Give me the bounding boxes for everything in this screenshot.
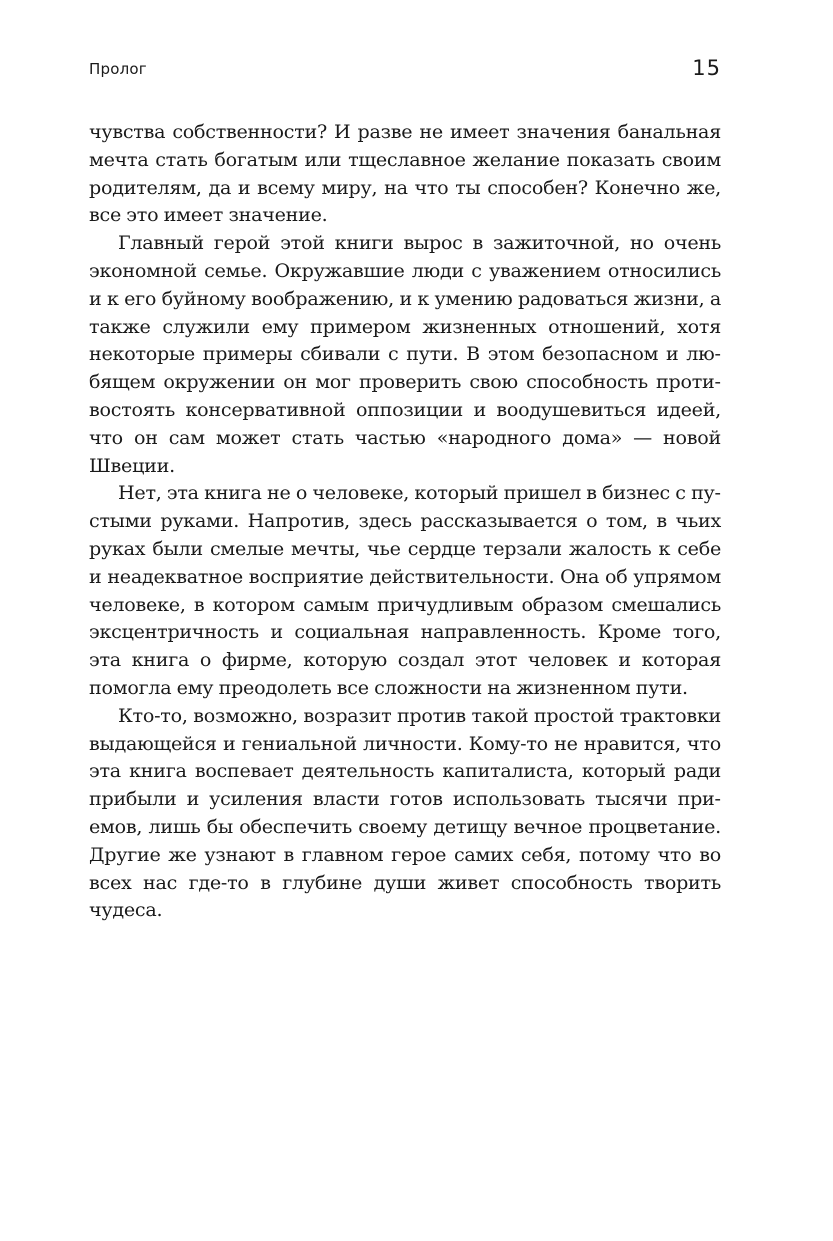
running-title: Пролог — [89, 60, 147, 78]
paragraph-continuation: чувства собственности? И разве не имеет значения банальная мечта стать богатым или тщеславное желание показать своим родителям, да и всему миру, на что ты способен? Конечно же, все это имеет значение. — [89, 120, 721, 227]
paragraph: Главный герой этой книги вырос в зажиточной, но очень экономной семье. Окружавшие люди с уважением относились и к его буйному воображению, и к умению радоваться жизни, а также служили ему примером жизненных отношений, хотя некоторые примеры сбивали с пути. В этом безопасном и любящем окружении он мог проверить свою способность противостоять консервативной оппозиции и воодушевиться идеей, что он сам может стать частью «народного дома» — новой Швеции. — [89, 231, 721, 477]
paragraph: Кто-то, возможно, возразит против такой простой трактовки выдающейся и гениальной личности. Кому-то не нравится, что эта книга воспевает деятельность капиталиста, который ради прибыли и усиления власти готов использовать тысячи приемов, лишь бы обеспечить своему детищу вечное процветание. Другие же узнают в главном герое самих себя, потому что во всех нас где-то в глубине души живет способность творить чудеса. — [89, 703, 721, 922]
page-number: 15 — [692, 56, 721, 80]
body-text — [89, 118, 721, 924]
paragraph: Нет, эта книга не о человеке, который пришел в бизнес с пустыми руками. Напротив, здесь рассказывается о том, в чьих руках были смелые мечты, чье сердце терзали жалость к себе и неадекватное восприятие действительности. Она об упрямом человеке, в котором самым причудливым образом смешались эксцентричность и социальная направленность. Кроме того, эта книга о фирме, которую создал этот человек и которая помогла ему преодолеть все сложности на жизненном пути. — [89, 481, 721, 699]
